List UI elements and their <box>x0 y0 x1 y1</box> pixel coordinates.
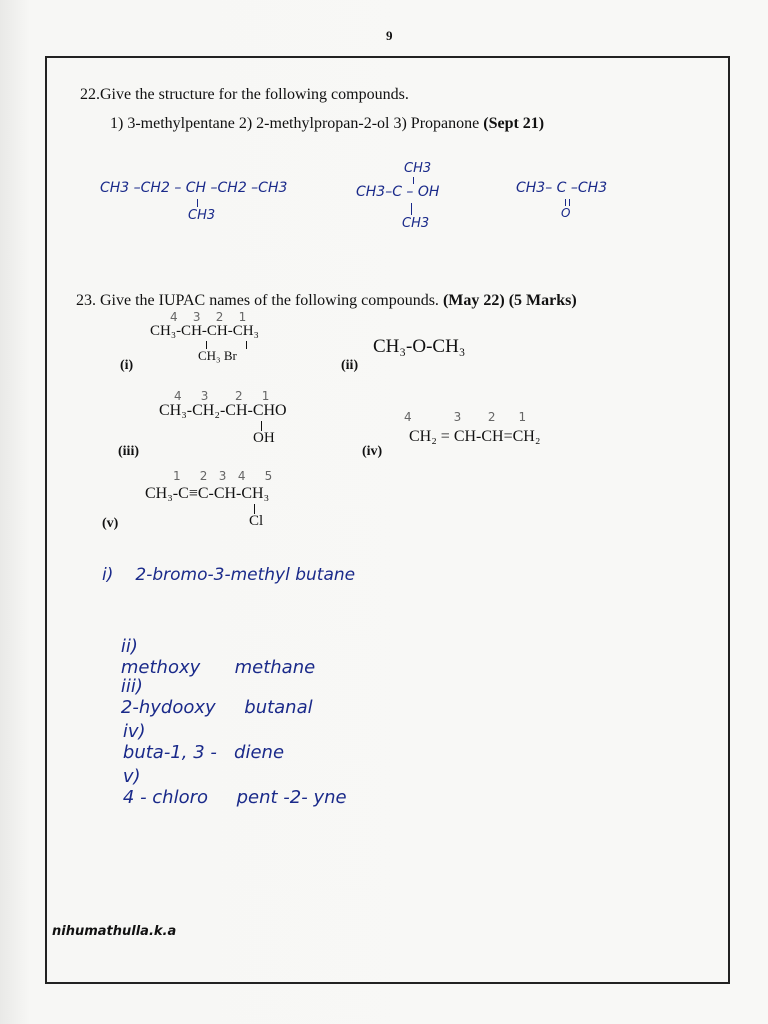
c4-numbers: 4 3 2 1 <box>404 410 527 424</box>
c1-label: (i) <box>120 358 134 373</box>
answer-2-label: ii) <box>120 636 138 657</box>
struct3-double-bond-a <box>565 199 566 206</box>
struct1-main: CH3 –CH2 – CH –CH2 –CH3 <box>100 180 288 196</box>
struct2-top: CH3 <box>404 161 432 176</box>
c3-numbers: 4 3 2 1 <box>174 389 270 403</box>
struct3-double-bond-b <box>569 199 570 206</box>
q23-heading <box>76 292 577 310</box>
q22-compounds <box>110 115 544 133</box>
c2-label: (ii) <box>341 358 359 373</box>
q22-heading: 22.Give the structure for the following compounds. <box>80 86 409 103</box>
answer-1-text: 2-bromo-3-methyl butane <box>135 565 356 585</box>
struct2-bottom-bond <box>411 203 412 215</box>
c1-bond-b <box>246 341 247 349</box>
c5-numbers: 1 2 3 4 5 <box>173 469 273 483</box>
c3-main: CH₃-CH₂-CH-CHO <box>159 402 287 419</box>
page-number: 9 <box>386 28 393 43</box>
struct3-bottom: O <box>561 206 571 220</box>
answer-4-label: iv) <box>122 721 146 742</box>
c2-main: CH₃-O-CH₃ <box>373 336 466 357</box>
c4-main: CH₂ = CH-CH=CH₂ <box>409 428 541 445</box>
struct1-branch-bond <box>197 199 198 207</box>
c5-main: CH₃-C≡C-CH-CH₃ <box>145 485 270 502</box>
answer-3-label: iii) <box>120 676 143 697</box>
c5-sub: Cl <box>249 513 264 529</box>
answer-2-text: methoxy methane <box>120 657 316 678</box>
c3-label: (iii) <box>118 444 139 459</box>
structure-3-methylpentane <box>100 180 287 196</box>
struct3-main: CH3– C –CH3 <box>516 180 608 196</box>
struct1-branch: CH3 <box>188 208 216 223</box>
answer-1-label: i) <box>102 565 114 585</box>
struct2-main: CH3–C – OH <box>356 184 440 200</box>
c5-label: (v) <box>102 516 119 531</box>
c1-main: CH₃-CH-CH-CH₃ <box>150 323 259 339</box>
answer-5 <box>100 745 347 829</box>
q22-compound-list: 1) 3-methylpentane 2) 2-methylpropan-2-ol 3) Propanone <box>110 115 480 132</box>
answer-5-text: 4 - chloro pent -2- yne <box>122 787 347 808</box>
answer-1 <box>102 565 355 585</box>
struct2-top-bond <box>413 177 414 184</box>
signature: nihumathulla.k.a <box>52 924 177 939</box>
c3-sub: OH <box>253 430 275 446</box>
answer-4-text: buta-1, 3 - diene <box>122 742 285 763</box>
q23-heading-text: 23. Give the IUPAC names of the following compounds. <box>76 292 439 309</box>
c1-numbers: 4 3 2 1 <box>170 310 247 324</box>
c1-subs: CH₃ Br <box>198 348 237 363</box>
q23-tag: (May 22) (5 Marks) <box>442 292 577 309</box>
answer-3-text: 2-hydooxy butanal <box>120 697 313 718</box>
q22-tag: (Sept 21) <box>483 115 545 132</box>
answer-5-label: v) <box>122 766 141 787</box>
struct2-bottom: CH3 <box>402 216 430 231</box>
c4-label: (iv) <box>362 444 383 459</box>
